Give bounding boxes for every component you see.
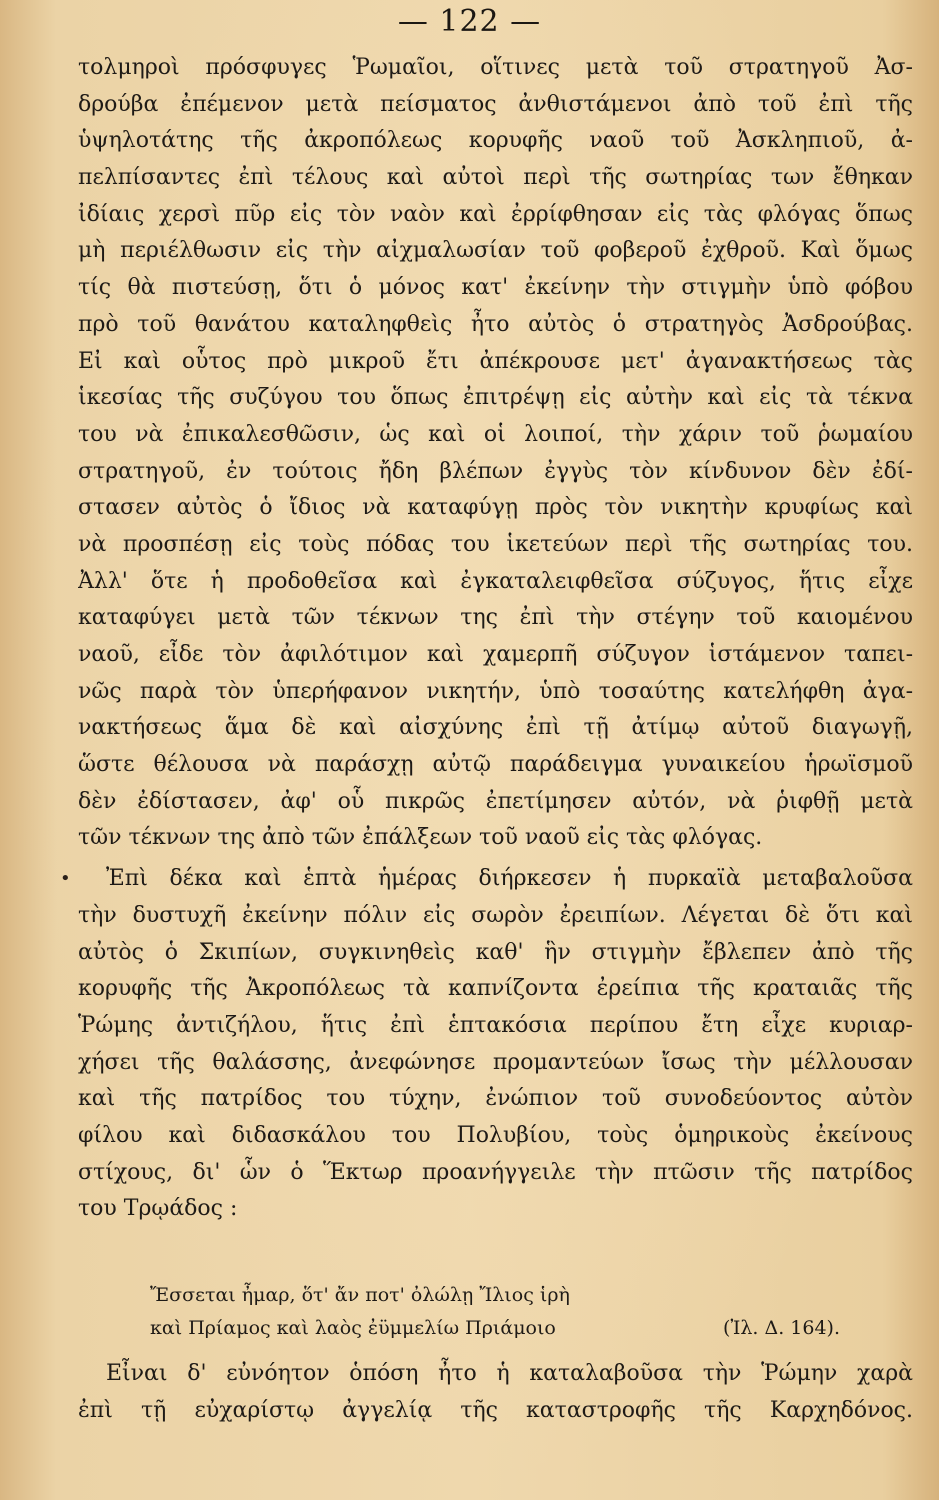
text-line: του Τρῳάδος : [78,1196,238,1222]
text-line: φίλου καὶ διδασκάλου του Πολυβίου, τοὺς ὁμηρικοὺς ἐκείνους [78,1122,913,1148]
text-line: ναοῦ, εἶδε τὸν ἀφιλότιμον καὶ χαμερπῆ σύζυγον ἱστάμενον ταπει- [78,642,913,667]
quote-line-2-text: καὶ Πρίαμος καὶ λαὸς ἐϋμμελίω Πριάμοιο [150,1317,556,1339]
homeric-quote [150,1279,840,1345]
text-line: νακτήσεως ἅμα δὲ καὶ αἰσχύνης ἐπὶ τῇ ἀτίμῳ αὐτοῦ διαγωγῇ, [78,715,913,741]
main-text [78,50,913,1228]
text-line: τολμηροὶ πρόσφυγες Ῥωμαῖοι, οἵτινες μετὰ τοῦ στρατηγοῦ Ἀσ- [78,55,913,80]
text-line: τῶν τέκνων της ἀπὸ τῶν ἐπάλξεων τοῦ ναοῦ εἰς τὰς φλόγας. [78,825,763,851]
text-line: ἱκεσίας τῆς συζύγου του ὅπως ἐπιτρέψῃ εἰς αὐτὴν καὶ εἰς τὰ τέκνα [78,385,913,411]
quote-line-1: Ἔσσεται ἦμαρ, ὅτ' ἄν ποτ' ὀλώλῃ Ἴλιος ἱρὴ [150,1284,570,1306]
text-line: μὴ περιέλθωσιν εἰς τὴν αἰχμαλωσίαν τοῦ φοβεροῦ ἐχθροῦ. Καὶ ὅμως [78,238,913,264]
text-line: κορυφῆς τῆς Ἀκροπόλεως τὰ καπνίζοντα ἐρείπια τῆς κραταιᾶς τῆς [78,976,913,1002]
text-line: πρὸ τοῦ θανάτου καταληφθεὶς ἦτο αὐτὸς ὁ στρατηγὸς Ἀσδρούβας. [78,311,913,337]
text-line: νὰ προσπέσῃ εἰς τοὺς πόδας του ἱκετεύων περὶ τῆς σωτηρίας του. [78,531,913,557]
text-line: στίχους, δι' ὧν ὁ Ἕκτωρ προανήγγειλε τὴν πτῶσιν τῆς πατρίδος [78,1159,913,1185]
text-line: Ἀλλ' ὅτε ἡ προδοθεῖσα καὶ ἐγκαταλειφθεῖσα σύζυγος, ἥτις εἶχε [78,568,913,594]
text-line: καταφύγει μετὰ τῶν τέκνων της ἐπὶ τὴν στέγην τοῦ καιομένου [78,605,913,631]
paragraph-2 [78,861,913,1228]
text-line: νῶς παρὰ τὸν ὑπερήφανον νικητήν, ὑπὸ τοσαύτης κατελήφθη ἀγα- [78,678,913,704]
margin-mark: • [60,868,71,889]
text-line: πελπίσαντες ἐπὶ τέλους καὶ αὐτοὶ περὶ τῆς σωτηρίας των ἔθηκαν [78,165,913,191]
paragraph-1 [78,50,913,857]
closing-paragraph [78,1356,913,1429]
text-line: ὥστε θέλουσα νὰ παράσχῃ αὐτῷ παράδειγμα γυναικείου ἡρωϊσμοῦ [78,752,913,778]
text-line: τίς θὰ πιστεύσῃ, ὅτι ὁ μόνος κατ' ἐκείνην τὴν στιγμὴν ὑπὸ φόβου [78,275,913,301]
text-line: του νὰ ἐπικαλεσθῶσιν, ὡς καὶ οἱ λοιποί, τὴν χάριν τοῦ ῥωμαίου [78,421,913,447]
text-line: τὴν δυστυχῆ ἐκείνην πόλιν εἰς σωρὸν ἐρειπίων. Λέγεται δὲ ὅτι καὶ [78,902,913,928]
text-line: χήσει τῆς θαλάσσης, ἀνεφώνησε προμαντεύων ἴσως τὴν μέλλουσαν [78,1049,913,1075]
text-line: δρούβα ἐπέμενον μετὰ πείσματος ἀνθιστάμενοι ἀπὸ τοῦ ἐπὶ τῆς [78,91,913,117]
page-number: — 122 — [397,4,542,39]
text-line: ὑψηλοτάτης τῆς ἀκροπόλεως κορυφῆς ναοῦ τοῦ Ἀσκληπιοῦ, ἀ- [78,128,913,154]
text-line: ἐπὶ τῇ εὐχαρίστῳ ἀγγελίᾳ τῆς καταστροφῆς τῆς Καρχηδόνος. [78,1397,913,1423]
text-line: Εἰ καὶ οὗτος πρὸ μικροῦ ἔτι ἀπέκρουσε μετ' ἀγανακτήσεως τὰς [78,348,913,374]
text-line: Ἐπὶ δέκα καὶ ἑπτὰ ἡμέρας διήρκεσεν ἡ πυρκαϊὰ μεταβαλοῦσα [106,866,913,892]
text-line: στρατηγοῦ, ἐν τούτοις ἤδη βλέπων ἐγγὺς τὸν κίνδυνον δὲν ἐδί- [78,458,913,484]
text-line: ἰδίαις χερσὶ πῦρ εἰς τὸν ναὸν καὶ ἐρρίφθησαν εἰς τὰς φλόγας ὅπως [78,201,913,227]
text-line: καὶ τῆς πατρίδος του τύχην, ἐνώπιον τοῦ συνοδεύοντος αὐτὸν [78,1086,913,1112]
text-line: Ῥώμης ἀντιζήλου, ἥτις ἐπὶ ἑπτακόσια περίπου ἔτη εἶχε κυριαρ- [78,1012,913,1038]
text-line: στασεν αὐτὸς ὁ ἴδιος νὰ καταφύγῃ πρὸς τὸν νικητὴν κρυφίως καὶ [78,495,913,521]
text-line: αὐτὸς ὁ Σκιπίων, συγκινηθεὶς καθ' ἣν στιγμὴν ἔβλεπεν ἀπὸ τῆς [78,939,913,965]
quote-reference: (Ἰλ. Δ. 164). [723,1317,840,1339]
text-line: δὲν ἐδίστασεν, ἀφ' οὗ πικρῶς ἐπετίμησεν αὐτόν, νὰ ῥιφθῇ μετὰ [78,788,913,814]
quote-line-2 [150,1312,840,1345]
text-line: Εἶναι δ' εὐνόητον ὁπόση ἦτο ἡ καταλαβοῦσα τὴν Ῥώμην χαρὰ [106,1361,913,1386]
